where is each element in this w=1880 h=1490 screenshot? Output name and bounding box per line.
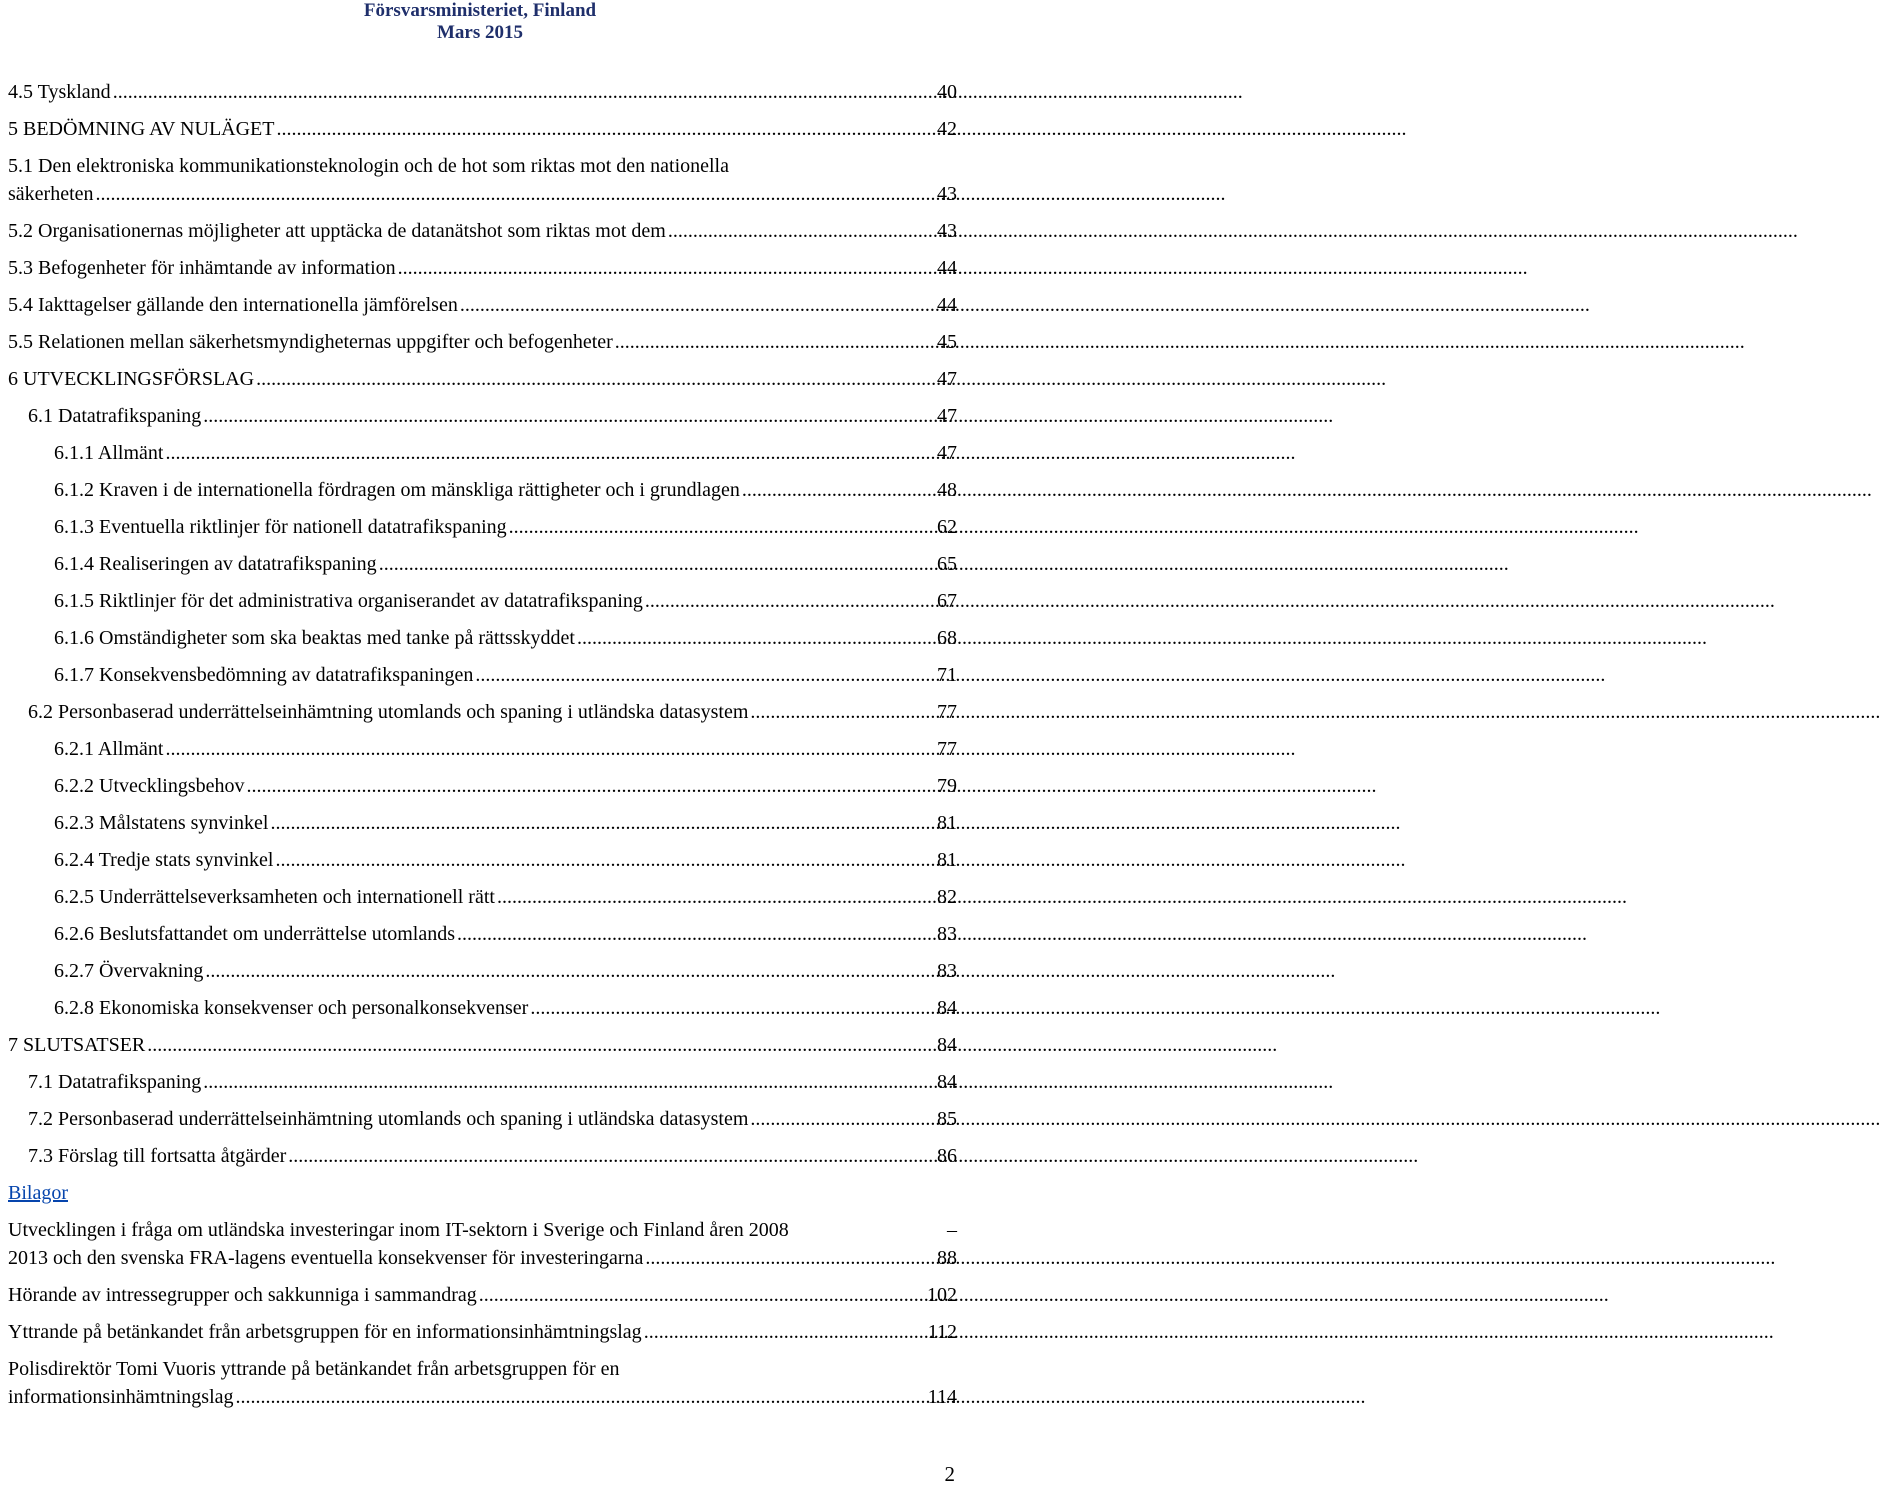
toc-entry-page: 42 — [937, 118, 957, 140]
toc-entry[interactable] — [8, 990, 957, 1027]
toc-entry-text: 6.2.8 Ekonomiska konsekvenser och personalkonsekvenser — [54, 997, 529, 1019]
toc-leader — [645, 1244, 934, 1272]
appendix-entry-page: 102 — [927, 1284, 957, 1306]
appendices-heading-row — [8, 1175, 957, 1212]
toc-entry[interactable] — [8, 657, 957, 694]
toc-leader — [203, 1064, 934, 1101]
toc-entry[interactable] — [8, 916, 957, 953]
toc-entry-text: 7.2 Personbaserad underrättelseinhämtning utomlands och spaning i utländska datasystem — [28, 1108, 749, 1130]
toc-entry-text: 7.1 Datatrafikspaning — [28, 1071, 202, 1093]
appendix-entry-dash: – — [947, 1219, 957, 1241]
toc-leader — [276, 111, 934, 148]
toc-entry[interactable] — [8, 111, 957, 148]
toc-leader — [615, 324, 934, 361]
toc-leader — [270, 805, 934, 842]
table-of-contents — [8, 74, 957, 1416]
toc-entry-text: 6.1.2 Kraven i de internationella fördragen om mänskliga rättigheter och i grundlagen — [54, 479, 740, 501]
toc-entry-page: 84 — [937, 997, 957, 1019]
toc-entry-text: 5.3 Befogenheter för inhämtande av information — [8, 257, 396, 279]
toc-entry-page: 83 — [937, 923, 957, 945]
header-organization: Försvarsministeriet, Finland — [363, 0, 597, 21]
toc-leader — [379, 546, 934, 583]
toc-entry-page: 47 — [937, 368, 957, 390]
toc-entry-text: 5.1 Den elektroniska kommunikationsteknologin och de hot som riktas mot den nationella — [8, 155, 729, 177]
toc-entry-page: 71 — [937, 664, 957, 686]
appendix-entry-page: 114 — [927, 1386, 957, 1408]
toc-entry[interactable] — [8, 1101, 957, 1138]
toc-entry[interactable] — [8, 546, 957, 583]
toc-entry-text: 6.2 Personbaserad underrättelseinhämtning utomlands och spaning i utländska datasystem — [28, 701, 749, 723]
appendix-entry[interactable] — [8, 1277, 957, 1314]
toc-entry-page: 44 — [937, 294, 957, 316]
toc-leader — [497, 879, 934, 916]
toc-leader — [96, 180, 934, 208]
toc-leader — [509, 509, 934, 546]
toc-entry[interactable] — [8, 805, 957, 842]
toc-leader — [165, 435, 934, 472]
toc-entry-page: 43 — [937, 183, 957, 205]
toc-entry[interactable] — [8, 842, 957, 879]
appendix-entry[interactable] — [8, 1212, 957, 1277]
toc-entry-text: 6.2.3 Målstatens synvinkel — [54, 812, 269, 834]
toc-entry-text: 6.2.4 Tredje stats synvinkel — [54, 849, 274, 871]
toc-leader — [668, 213, 934, 250]
toc-entry[interactable] — [8, 74, 957, 111]
toc-entry-text: 5.5 Relationen mellan säkerhetsmyndigheternas uppgifter och befogenheter — [8, 331, 613, 353]
toc-entry[interactable] — [8, 324, 957, 361]
appendix-entry-text-continued: 2013 och den svenska FRA-lagens eventuella konsekvenser för investeringarna — [8, 1247, 644, 1269]
toc-entry[interactable] — [8, 287, 957, 324]
toc-entry-text: 6.2.1 Allmänt — [54, 738, 164, 760]
toc-entry-text: 6.2.7 Övervakning — [54, 960, 204, 982]
toc-leader — [288, 1138, 934, 1175]
toc-leader — [475, 657, 934, 694]
toc-entry-page: 44 — [937, 257, 957, 279]
toc-entry-page: 84 — [937, 1071, 957, 1093]
toc-entry-text: 7.3 Förslag till fortsatta åtgärder — [28, 1145, 287, 1167]
toc-entry-page: 81 — [937, 812, 957, 834]
toc-leader — [203, 398, 934, 435]
appendix-entry-text: Yttrande på betänkandet från arbetsgruppen för en informationsinhämtningslag — [8, 1321, 642, 1343]
toc-entry-text: 6.1.4 Realiseringen av datatrafikspaning — [54, 553, 377, 575]
toc-entry-page: 85 — [937, 1108, 957, 1130]
toc-entry-page: 81 — [937, 849, 957, 871]
toc-entry-page: 79 — [937, 775, 957, 797]
toc-entry[interactable] — [8, 361, 957, 398]
appendix-entry[interactable] — [8, 1314, 957, 1351]
toc-leader — [147, 1027, 934, 1064]
toc-entry-text: 6.2.6 Beslutsfattandet om underrättelse utomlands — [54, 923, 456, 945]
toc-leader — [645, 583, 934, 620]
appendix-entry-page: 88 — [937, 1247, 957, 1269]
toc-entry-page: 40 — [937, 81, 957, 103]
toc-entry-text: 6.1.7 Konsekvensbedömning av datatrafikspaningen — [54, 664, 474, 686]
toc-entry[interactable] — [8, 398, 957, 435]
toc-entry-text: 6.2.5 Underrättelseverksamheten och internationell rätt — [54, 886, 495, 908]
toc-entry-text: 6.1.3 Eventuella riktlinjer för nationell datatrafikspaning — [54, 516, 507, 538]
toc-entry-text: 6.2.2 Utvecklingsbehov — [54, 775, 245, 797]
toc-entry[interactable] — [8, 694, 957, 731]
toc-entry-page: 45 — [937, 331, 957, 353]
appendix-entry-text-continued: informationsinhämtningslag — [8, 1386, 234, 1408]
toc-entry[interactable] — [8, 435, 957, 472]
toc-entry-page: 67 — [937, 590, 957, 612]
toc-entry-text-continued: säkerheten — [8, 183, 94, 205]
toc-entry[interactable] — [8, 879, 957, 916]
toc-entry-page: 86 — [937, 1145, 957, 1167]
toc-entry-page: 83 — [937, 960, 957, 982]
toc-leader — [460, 287, 934, 324]
toc-leader — [644, 1314, 925, 1351]
toc-entry-page: 47 — [937, 405, 957, 427]
toc-entry-page: 47 — [937, 442, 957, 464]
appendix-entry[interactable] — [8, 1351, 957, 1416]
toc-entry-text: 5.4 Iakttagelser gällande den internationella jämförelsen — [8, 294, 458, 316]
toc-leader — [205, 953, 934, 990]
toc-leader — [236, 1383, 925, 1411]
toc-leader — [113, 74, 934, 111]
appendices-link[interactable]: Bilagor — [8, 1182, 68, 1204]
toc-entry-page: 77 — [937, 701, 957, 723]
toc-leader — [750, 1101, 934, 1138]
appendix-entry-page: 112 — [927, 1321, 957, 1343]
toc-entry-page: 77 — [937, 738, 957, 760]
toc-entry-page: 48 — [937, 479, 957, 501]
toc-entry[interactable] — [8, 250, 957, 287]
toc-entry[interactable] — [8, 509, 957, 546]
toc-entry[interactable] — [8, 768, 957, 805]
toc-entry-text: 6.1.1 Allmänt — [54, 442, 164, 464]
toc-entry-text: 5.2 Organisationernas möjligheter att upptäcka de datanätshot som riktas mot dem — [8, 220, 666, 242]
toc-entry-text: 6.1 Datatrafikspaning — [28, 405, 202, 427]
toc-leader — [750, 694, 934, 731]
toc-entry-page: 84 — [937, 1034, 957, 1056]
toc-leader — [275, 842, 934, 879]
toc-entry[interactable] — [8, 148, 957, 213]
toc-entry[interactable] — [8, 1027, 957, 1064]
header-date: Mars 2015 — [436, 22, 523, 43]
toc-leader — [398, 250, 934, 287]
toc-entry-text: 6 UTVECKLINGSFÖRSLAG — [8, 368, 255, 390]
toc-leader — [577, 620, 934, 657]
toc-leader — [457, 916, 934, 953]
toc-entry[interactable] — [8, 213, 957, 250]
toc-entry-page: 68 — [937, 627, 957, 649]
toc-entry-text: 6.1.6 Omständigheter som ska beaktas med tanke på rättsskyddet — [54, 627, 575, 649]
appendix-entry-text: Utvecklingen i fråga om utländska investeringar inom IT-sektorn i Sverige och Finland åren 2008 — [8, 1219, 789, 1241]
toc-entry-text: 4.5 Tyskland — [8, 81, 111, 103]
toc-leader — [479, 1277, 924, 1314]
toc-entry-text: 5 BEDÖMNING AV NULÄGET — [8, 118, 275, 140]
toc-entry[interactable] — [8, 583, 957, 620]
toc-entry[interactable] — [8, 953, 957, 990]
toc-entry[interactable] — [8, 620, 957, 657]
toc-entry[interactable] — [8, 1064, 957, 1101]
toc-entry[interactable] — [8, 731, 957, 768]
page-number: 2 — [944, 1462, 955, 1486]
toc-leader — [530, 990, 934, 1027]
toc-leader — [742, 472, 934, 509]
toc-leader — [247, 768, 934, 805]
toc-entry-page: 65 — [937, 553, 957, 575]
toc-entry[interactable] — [8, 472, 957, 509]
toc-entry-page: 43 — [937, 220, 957, 242]
appendix-entry-text: Hörande av intressegrupper och sakkunniga i sammandrag — [8, 1284, 477, 1306]
toc-entry-page: 62 — [937, 516, 957, 538]
toc-entry-text: 7 SLUTSATSER — [8, 1034, 146, 1056]
toc-leader — [256, 361, 934, 398]
toc-entry-page: 82 — [937, 886, 957, 908]
toc-entry[interactable] — [8, 1138, 957, 1175]
toc-entry-text: 6.1.5 Riktlinjer för det administrativa organiserandet av datatrafikspaning — [54, 590, 643, 612]
appendix-entry-text: Polisdirektör Tomi Vuoris yttrande på betänkandet från arbetsgruppen för en — [8, 1358, 620, 1380]
toc-leader — [165, 731, 934, 768]
